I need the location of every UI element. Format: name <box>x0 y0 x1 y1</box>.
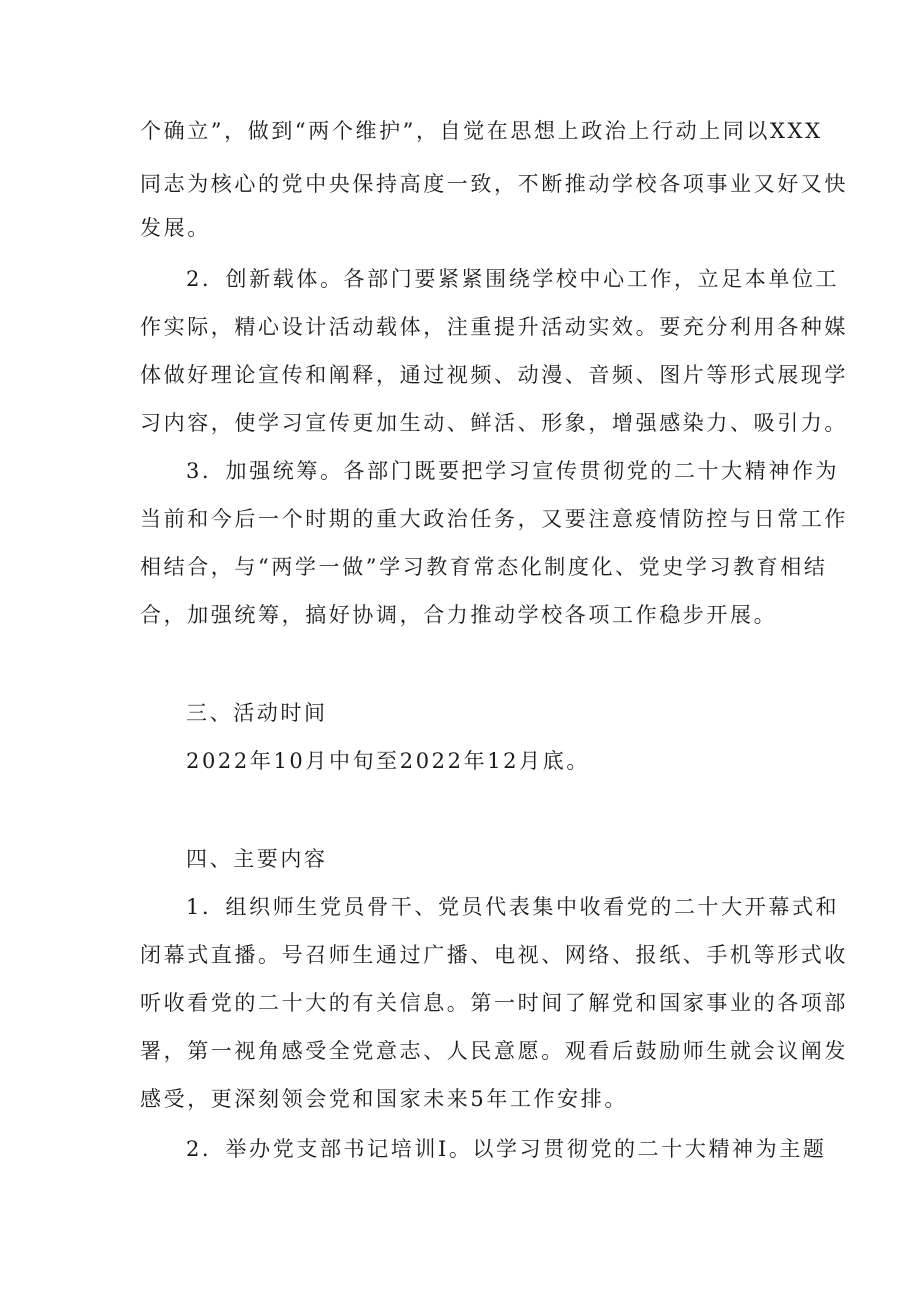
paragraph-line: 合，加强统筹，搞好协调，合力推动学校各项工作稳步开展。 <box>140 603 778 627</box>
paragraph-line: 个确立”，做到“两个维护”，自觉在思想上政治上行动上同以XXX <box>140 119 823 143</box>
paragraph-line: 听收看党的二十大的有关信息。第一时间了解党和国家事业的各项部 <box>140 991 848 1015</box>
paragraph-line: 闭幕式直播。号召师生通过广播、电视、网络、报纸、手机等形式收 <box>140 943 848 967</box>
paragraph-line: 相结合，与“两学一做”学习教育常态化制度化、党史学习教育相结 <box>140 555 828 579</box>
section-text: 2022年10月中旬至2022年12月底。 <box>186 749 590 773</box>
paragraph-line: 3．加强统筹。各部门既要把学习宣传贯彻党的二十大精神作为 <box>186 459 840 483</box>
paragraph-line: 体做好理论宣传和阐释，通过视频、动漫、音频、图片等形式展现学 <box>140 363 848 387</box>
paragraph-line: 感受，更深刻领会党和国家未来5年工作安排。 <box>140 1087 628 1111</box>
section-heading: 三、活动时间 <box>186 701 328 725</box>
paragraph-line: 2．创新载体。各部门要紧紧围绕学校中心工作，立足本单位工 <box>186 267 840 291</box>
paragraph-line: 署，第一视角感受全党意志、人民意愿。观看后鼓励师生就会议阐发 <box>140 1039 848 1063</box>
paragraph-line: 发展。 <box>140 216 211 240</box>
section-heading: 四、主要内容 <box>186 847 328 871</box>
paragraph-line: 习内容，使学习宣传更加生动、鲜活、形象，增强感染力、吸引力。 <box>140 411 848 435</box>
paragraph-line: 当前和今后一个时期的重大政治任务，又要注意疫情防控与日常工作 <box>140 507 848 531</box>
paragraph-line: 1．组织师生党员骨干、党员代表集中收看党的二十大开幕式和 <box>186 895 840 919</box>
paragraph-line: 2．举办党支部书记培训I。以学习贯彻党的二十大精神为主题 <box>186 1137 827 1161</box>
paragraph-line: 同志为核心的党中央保持高度一致，不断推动学校各项事业又好又快 <box>140 172 848 196</box>
paragraph-line: 作实际，精心设计活动载体，注重提升活动实效。要充分利用各种媒 <box>140 315 848 339</box>
